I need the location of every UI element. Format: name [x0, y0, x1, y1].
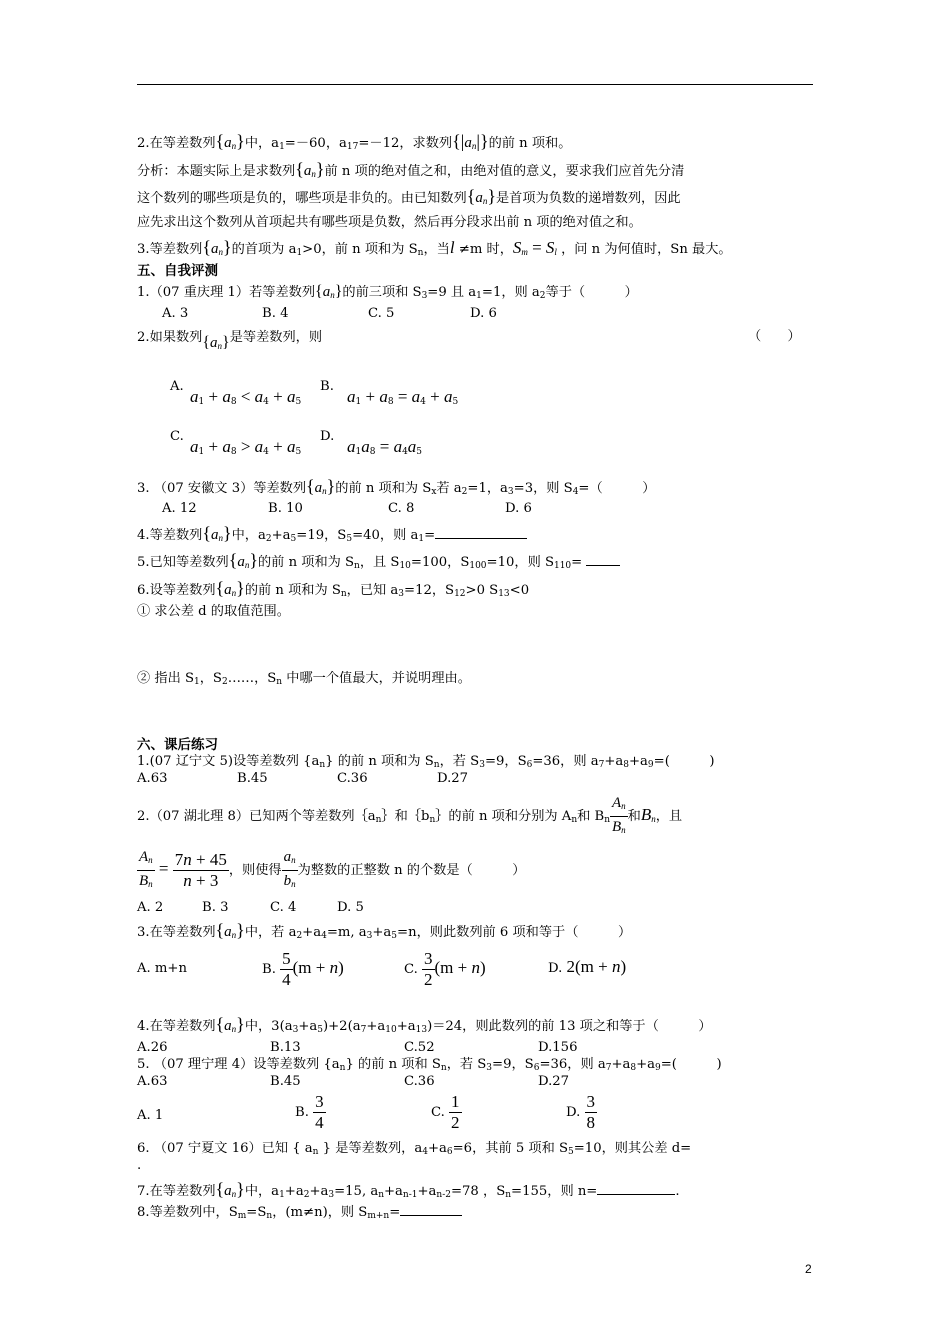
s6-q5-option-b: B.45 — [270, 1074, 301, 1089]
s5-q2-option-c-formula: $a_1 + a_8 > a_4 + a_5$ — [190, 437, 302, 457]
s6-q3-option-b: B. $\frac{5}{4}$ (m + n) — [262, 949, 344, 989]
s5-q6-part-2: ② 指出 $S_1$，$S_2\dots\dots$，$S_n$ 中哪一个值最大，并说明理由。 — [137, 671, 471, 687]
s6-q5-option-2-b: B. $\frac{3}{4}$ — [295, 1092, 324, 1132]
problem-2: 2.在等差数列$\{a_n\}$中，$a_1=-60$，$a_{17}=-12$，求数列$\{|a_n|\}$的前 n 项和。 — [137, 131, 572, 152]
s5-q2-option-d-label: D. — [320, 429, 335, 444]
s6-q3: 3.在等差数列$\{a_n\}$中，若 $a_2+a_4=m$, $a_3+a_5=n$，则此数列前 6 项和等于（ ） — [137, 920, 632, 941]
s5-q3-option-a: A. 12 — [162, 501, 197, 516]
s6-q2-option-d: D. 5 — [337, 900, 364, 915]
s5-q3-option-d: D. 6 — [505, 501, 532, 516]
section-6-heading: 六、课后练习 — [137, 737, 218, 753]
s5-q1: 1.（07 重庆理 1）若等差数列$\{a_n\}$的前三项和 $S_3=9$ 且 $a_1=1$，则 $a_2$等于（ ） — [137, 283, 638, 301]
s5-q1-option-a: A. 3 — [162, 306, 189, 321]
s6-q3-option-c: C. $\frac{3}{2}$ (m + n) — [404, 949, 486, 989]
s6-q6-end: . — [137, 1158, 142, 1173]
s5-q3-option-c: C. 8 — [388, 501, 415, 516]
problem-3: 3.等差数列$\{a_n\}$的首项为 $a_1>0$，前 n 项和为 $S_n$，当l ≠m 时，$S_m = S_l$ ，问 n 为何值时，Sn 最大。 — [137, 237, 732, 258]
s5-q2: 2.如果数列$\{a_n\}$是等差数列，则 — [137, 330, 323, 351]
s5-q1-option-c: C. 5 — [368, 306, 395, 321]
s6-q5-option-a: A.63 — [137, 1074, 168, 1089]
s6-q8: 8.等差数列中，$S_m=S_n$，(m≠n)，则 $S_{m+n}=$ — [137, 1203, 462, 1225]
s5-q5: 5.已知等差数列$\{a_n\}$的前 n 项和为 $S_n$，且 $S_{10}=100$，$S_{100}=10$，则 $S_{110}=$ — [137, 551, 620, 575]
s6-q5-option-2-c: C. $\frac{1}{2}$ — [431, 1092, 460, 1132]
s6-q4-option-a: A.26 — [137, 1040, 168, 1055]
fraction-an-bn: $\frac{A_n}{B_n}$ — [612, 795, 626, 835]
s5-q6-part-1: ① 求公差 d 的取值范围。 — [137, 604, 290, 619]
header-rule — [137, 84, 813, 85]
fraction-lower-an-bn: $\frac{a_n}{b_n}$ — [283, 849, 296, 889]
s6-q1-option-a: A.63 — [137, 771, 168, 786]
s5-q2-option-c-label: C. — [170, 429, 184, 444]
s6-q1-option-c: C.36 — [337, 771, 368, 786]
analysis-line-2: 这个数列的哪些项是负的，哪些项是非负的。由已知数列$\{a_n\}$是首项为负数的递增数列，因此 — [137, 186, 681, 206]
s6-q2-option-b: B. 3 — [202, 900, 229, 915]
s6-q6: 6. （07 宁夏文 16）已知 { $a_n$ } 是等差数列，$a_4+a_6=6$，其前 5 项和 $S_5=10$，则其公差 d= — [137, 1141, 692, 1157]
s5-q1-option-b: B. 4 — [262, 306, 289, 321]
s6-q2-condition: $\frac{A_n}{B_n}$ = $\frac{7n + 45}{n + 3}$ ，则使得 $\frac{a_n}{b_n}$ 为整数的正整数 n 的个数是（ ） — [137, 846, 526, 892]
section-5-heading: 五、自我评测 — [137, 263, 218, 279]
s5-q2-option-b-label: B. — [320, 379, 334, 394]
s5-q2-option-a-formula: $a_1 + a_8 < a_4 + a_5$ — [190, 387, 302, 407]
s6-q3-option-d: D. 2(m + n) — [548, 957, 627, 976]
s6-q7: 7.在等差数列$\{a_n\}$中，$a_1+a_2+a_3=15$, $a_n+a_{n-1}+a_{n-2}=78$ ，$S_n=155$，则 n= . — [137, 1179, 680, 1200]
page-number: 2 — [805, 1262, 812, 1276]
s5-q2-answer-paren: （ ） — [748, 329, 801, 344]
s6-q2: 2.（07 湖北理 8）已知两个等差数列$\{a_n\}$和$\{b_n\}$的前 n 项和分别为 $A_n$和 $B_n$ $\frac{A_n}{B_n}$ 和$B_n$，且 — [137, 792, 682, 838]
s5-q3: 3. （07 安徽文 3）等差数列$\{a_n\}$的前 n 项和为 $S_x$若 $a_2=1$，$a_3=3$，则 $S_4=$（ ） — [137, 476, 656, 497]
s6-q1-option-d: D.27 — [437, 771, 469, 786]
s5-q1-option-d: D. 6 — [470, 306, 497, 321]
s5-q2-option-a-label: A. — [170, 379, 184, 394]
s6-q5-option-c: C.36 — [404, 1074, 435, 1089]
s6-q3-option-a: A. m+n — [137, 961, 187, 976]
s6-q4: 4.在等差数列$\{a_n\}$中，$3(a_3+a_5)+2(a_7+a_{10}+a_{13})=24$，则此数列的前 13 项之和等于（ ） — [137, 1014, 712, 1035]
s5-q3-option-b: B. 10 — [268, 501, 303, 516]
s5-q2-option-d-formula: $a_1a_8 = a_4a_5$ — [347, 437, 423, 457]
s5-q6: 6.设等差数列$\{a_n\}$的前 n 项和为 $S_n$，已知 $a_3=12$，$S_{12}>0$ $S_{13}<0$ — [137, 578, 530, 599]
s6-q4-option-d: D.156 — [538, 1040, 578, 1055]
s6-q2-option-c: C. 4 — [270, 900, 297, 915]
s6-q5-option-2-a: A. 1 — [137, 1108, 164, 1123]
s5-q4: 4.等差数列$\{a_n\}$中，$a_2+a_5=19$，$S_5=40$，则 $a_1=$ — [137, 524, 527, 548]
fraction-an-bn-2: $\frac{A_n}{B_n}$ — [139, 849, 153, 889]
s6-q5: 5. （07 理宁理 4）设等差数列 $\{a_n\}$ 的前 n 项和 $S_n$，若 $S_3=9$，$S_6=36$，则 $a_7+a_8+a_9=$( ) — [137, 1057, 722, 1073]
s6-q4-option-b: B.13 — [270, 1040, 301, 1055]
s6-q1-option-b: B.45 — [237, 771, 268, 786]
fraction-7n-45: $\frac{7n + 45}{n + 3}$ — [174, 850, 227, 890]
s6-q5-option-2-d: D. $\frac{3}{8}$ — [566, 1092, 595, 1132]
analysis-line-3: 应先求出这个数列从首项起共有哪些项是负数，然后再分段求出前 n 项的绝对值之和。 — [137, 215, 642, 230]
s6-q2-option-a: A. 2 — [137, 900, 164, 915]
s6-q1: 1.(07 辽宁文 5)设等差数列 $\{a_n\}$ 的前 n 项和为 $S_n$，若 $S_3=9$，$S_6=36$，则 $a_7+a_8+a_9=$( ) — [137, 754, 715, 770]
s6-q4-option-c: C.52 — [404, 1040, 435, 1055]
analysis-line-1: 分析：本题实际上是求数列$\{a_n\}$前 n 项的绝对值之和，由绝对值的意义，要求我们应首先分清 — [137, 159, 685, 179]
s6-q5-option-d: D.27 — [538, 1074, 570, 1089]
s5-q2-option-b-formula: $a_1 + a_8 = a_4 + a_5$ — [347, 387, 459, 407]
